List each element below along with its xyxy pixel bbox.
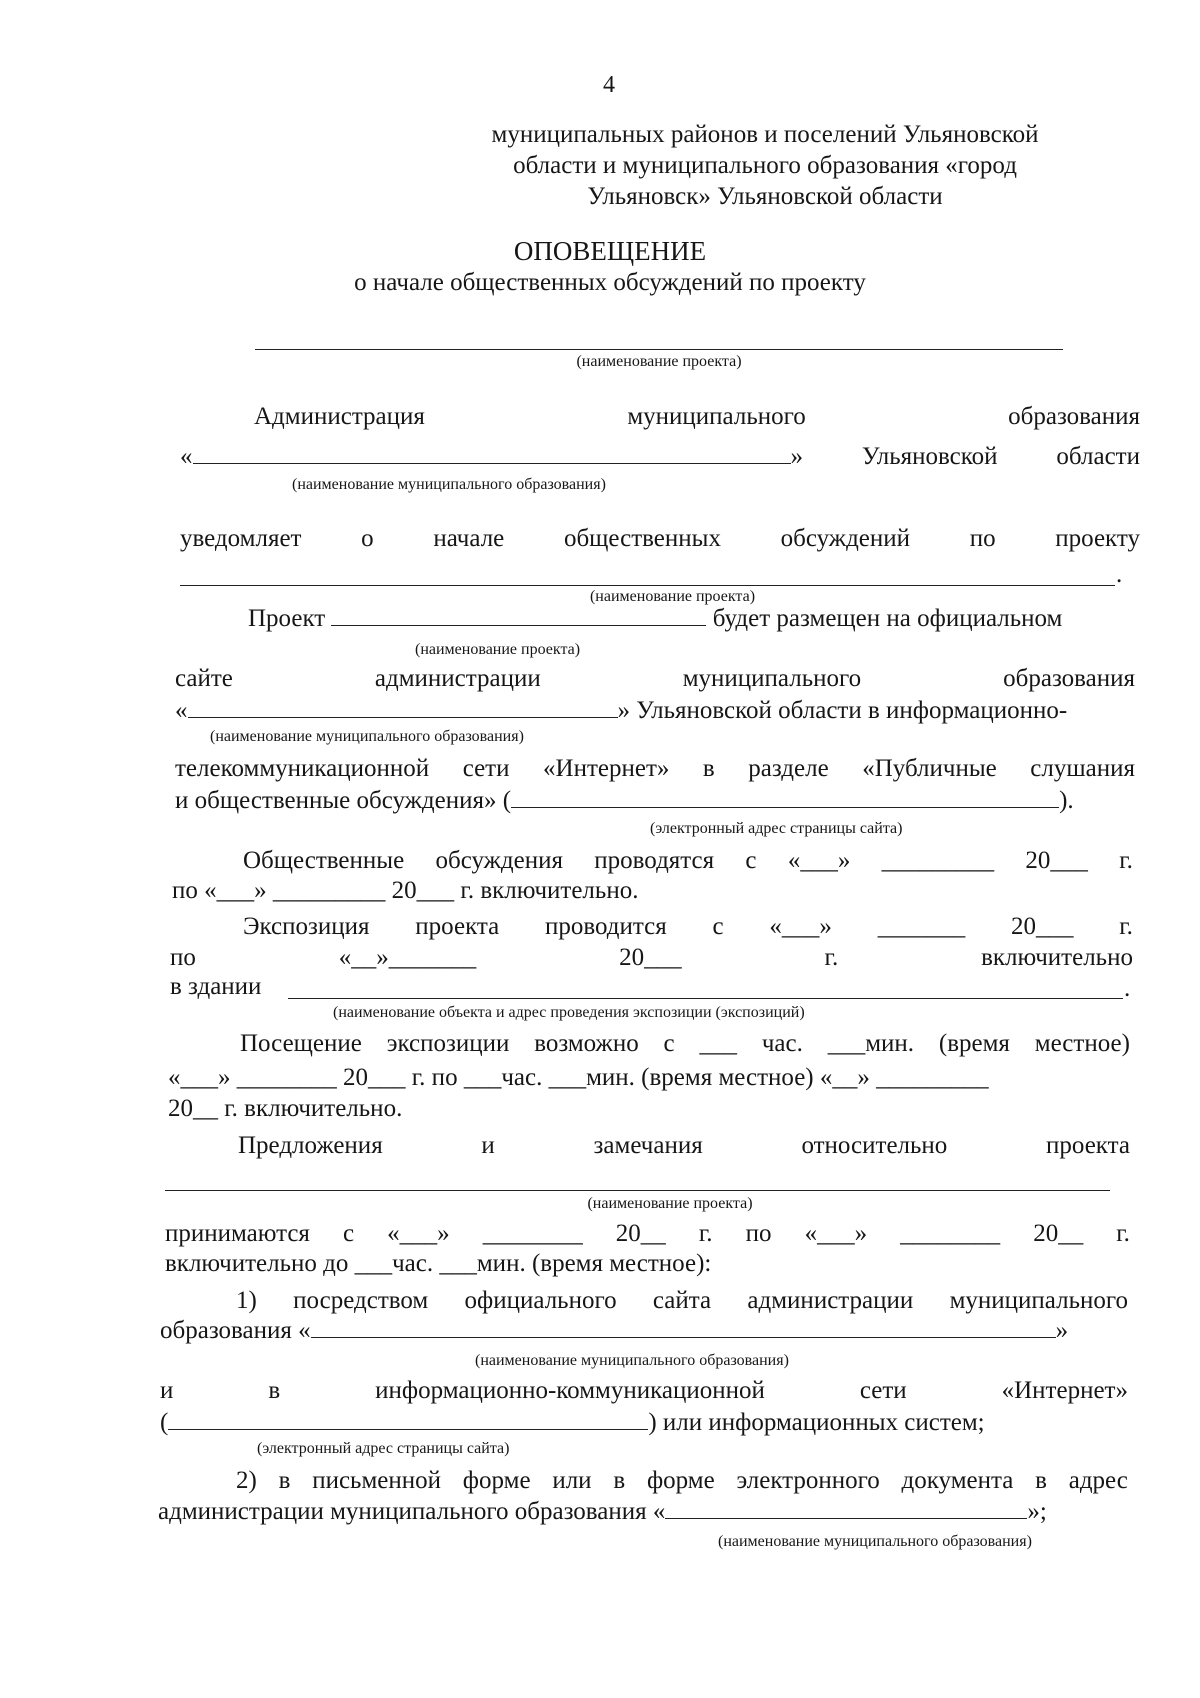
word: возможно xyxy=(534,1030,639,1057)
word: обсуждений xyxy=(780,525,911,552)
word: с xyxy=(745,847,757,874)
word: г. xyxy=(824,944,839,971)
close-quote: » xyxy=(790,443,803,470)
text: и общественные обсуждения» ( xyxy=(175,787,512,814)
text: будет размещен на официальном xyxy=(712,605,1063,632)
exposition-object-line xyxy=(288,998,1123,999)
word: или xyxy=(552,1467,592,1494)
word: уведомляет xyxy=(180,525,302,552)
word: форме xyxy=(646,1467,715,1494)
word: г. xyxy=(1119,913,1133,940)
municipality-name-blank xyxy=(193,443,791,464)
word: с xyxy=(663,1030,675,1057)
word: с xyxy=(712,913,724,940)
p5-line-3: 20__ г. включительно. xyxy=(168,1095,403,1122)
item1-line-2 xyxy=(160,1316,1068,1346)
word: по xyxy=(969,525,996,552)
item1-line-1 xyxy=(236,1286,1128,1316)
word: «Публичные xyxy=(862,755,997,782)
word: проводится xyxy=(545,913,667,940)
word: «Интернет» xyxy=(543,755,670,782)
word: Проект xyxy=(248,605,326,632)
text: администрации муниципального образования « xyxy=(158,1498,666,1525)
word: проекту xyxy=(1055,525,1140,552)
p1-line-3 xyxy=(180,524,1140,554)
p6-line-3: включительно до ___час. ___мин. (время местное): xyxy=(165,1250,712,1277)
word: Экспозиция xyxy=(243,913,370,940)
municipality-name-blank-3 xyxy=(311,1317,1056,1338)
word: посредством xyxy=(293,1287,429,1314)
word: официального xyxy=(464,1287,617,1314)
p4-line-1 xyxy=(243,912,1133,942)
word: 20__ xyxy=(1033,1220,1084,1247)
hint-municipality-name-2: (наименование муниципального образования) xyxy=(210,728,524,745)
word: форме xyxy=(462,1467,531,1494)
word: 2) xyxy=(236,1467,257,1494)
word: обсуждения xyxy=(435,847,563,874)
word: проекта xyxy=(415,913,500,940)
word: в xyxy=(702,755,715,782)
p2-line-2 xyxy=(175,664,1135,694)
word: ________ xyxy=(482,1220,583,1247)
p4-line-3: в здании xyxy=(170,973,262,1000)
word: 20__ xyxy=(615,1220,666,1247)
text: ). xyxy=(1059,787,1074,814)
word: местное) xyxy=(1034,1030,1130,1057)
open-quote: « xyxy=(180,443,193,470)
project-name-blank xyxy=(331,605,706,626)
hint-project-name-4: (наименование проекта) xyxy=(587,1195,753,1212)
word: 20___ xyxy=(1010,913,1074,940)
word: электронного xyxy=(736,1467,880,1494)
open-quote: « xyxy=(175,697,188,724)
word: муниципального xyxy=(682,665,862,692)
document-subtitle: о начале общественных обсуждений по проекту xyxy=(354,269,866,296)
text: образования « xyxy=(160,1317,311,1344)
hint-project-name-3: (наименование проекта) xyxy=(415,641,581,658)
word: информационно-коммуникационной xyxy=(375,1377,765,1404)
text: ( xyxy=(160,1409,169,1436)
word: принимаются xyxy=(165,1220,310,1247)
p6-line-1 xyxy=(238,1131,1130,1161)
word: администрации xyxy=(747,1287,914,1314)
p1-line-2 xyxy=(180,442,1140,472)
word: сети xyxy=(462,755,510,782)
word: Администрация xyxy=(254,403,425,430)
word: ___ xyxy=(699,1030,737,1057)
word: телекоммуникационной xyxy=(175,755,430,782)
header-line-3: Ульяновск» Ульяновской области xyxy=(587,183,943,210)
word: и xyxy=(481,1132,495,1159)
word: слушания xyxy=(1030,755,1135,782)
header-line-2: области и муниципального образования «город xyxy=(513,152,1017,179)
word: г. xyxy=(1116,1220,1130,1247)
text: »; xyxy=(1027,1498,1047,1525)
word: г. xyxy=(698,1220,713,1247)
word: и xyxy=(160,1377,174,1404)
p2-line-3 xyxy=(175,696,1067,726)
word: сайте xyxy=(175,665,233,692)
p5-line-1 xyxy=(240,1029,1130,1059)
word: 20___ xyxy=(619,944,682,971)
word: относительно xyxy=(801,1132,948,1159)
text: ) или информационных систем; xyxy=(648,1409,985,1436)
hint-municipality-name-3: (наименование муниципального образования) xyxy=(475,1352,789,1369)
page-number: 4 xyxy=(603,72,615,98)
word: области xyxy=(1056,443,1140,470)
p3-line-2: по «___» _________ 20___ г. включительно. xyxy=(172,877,639,904)
word: (время xyxy=(938,1030,1010,1057)
word: ________ xyxy=(900,1220,1001,1247)
hint-project-name: (наименование проекта) xyxy=(576,353,742,370)
p2-line-1 xyxy=(248,604,1062,634)
item1-line-3 xyxy=(160,1376,1128,1406)
site-address-blank-2 xyxy=(168,1409,648,1430)
word: «___» xyxy=(804,1220,868,1247)
word: муниципального xyxy=(949,1287,1128,1314)
text: » Ульяновской области в информационно- xyxy=(617,697,1068,724)
word: муниципального xyxy=(627,403,806,430)
word: «___» xyxy=(387,1220,450,1247)
word: в xyxy=(278,1467,291,1494)
header-line-1: муниципальных районов и поселений Ульяновской xyxy=(491,121,1039,148)
word: в xyxy=(613,1467,626,1494)
project-name-line-3 xyxy=(165,1190,1110,1191)
hint-exposition-object: (наименование объекта и адрес проведения экспозиции (экспозиций) xyxy=(333,1004,805,1021)
word: Предложения xyxy=(238,1132,383,1159)
word: с xyxy=(343,1220,355,1247)
word: администрации xyxy=(374,665,541,692)
word: «__»_______ xyxy=(338,944,477,971)
item2-line-2 xyxy=(158,1497,1047,1527)
word: «___» xyxy=(769,913,832,940)
word: _______ xyxy=(877,913,966,940)
hint-project-name-2: (наименование проекта) xyxy=(589,588,756,605)
word: сети xyxy=(859,1377,907,1404)
p1-line-1 xyxy=(180,402,1140,432)
word: разделе xyxy=(748,755,829,782)
word: по xyxy=(745,1220,772,1247)
word: общественных xyxy=(563,525,721,552)
word: проводятся xyxy=(594,847,715,874)
word: образования xyxy=(1008,403,1140,430)
word: адрес xyxy=(1068,1467,1128,1494)
word: час. xyxy=(761,1030,803,1057)
hint-municipality-name: (наименование муниципального образования) xyxy=(292,476,606,493)
word: 20___ xyxy=(1025,847,1088,874)
word: в xyxy=(1035,1467,1047,1494)
word: проекта xyxy=(1046,1132,1130,1159)
close-quote: » xyxy=(1055,1317,1069,1344)
project-name-line xyxy=(255,349,1063,350)
word: в xyxy=(268,1377,281,1404)
p5-line-2: «___» ________ 20___ г. по ___час. ___мин. (время местное) «__» _________ xyxy=(168,1064,989,1091)
word: «___» xyxy=(787,847,851,874)
word: образования xyxy=(1003,665,1135,692)
word: г. xyxy=(1119,847,1133,874)
item2-line-1 xyxy=(236,1466,1128,1496)
p6-line-2 xyxy=(165,1219,1130,1249)
site-address-blank xyxy=(511,787,1059,808)
word: начале xyxy=(433,525,505,552)
word: замечания xyxy=(593,1132,703,1159)
p2-line-5 xyxy=(175,786,1074,816)
word: документа xyxy=(901,1467,1014,1494)
document-title: ОПОВЕЩЕНИЕ xyxy=(513,236,707,266)
word: о xyxy=(361,525,374,552)
word: ___мин. xyxy=(827,1030,915,1057)
word: _________ xyxy=(881,847,995,874)
project-name-line-2 xyxy=(180,585,1115,586)
word: сайта xyxy=(652,1287,712,1314)
municipality-name-blank-4 xyxy=(665,1498,1027,1519)
hint-site-address: (электронный адрес страницы сайта) xyxy=(650,820,903,837)
word: включительно xyxy=(981,944,1133,971)
word: Ульяновской xyxy=(861,443,998,470)
p4-line-2 xyxy=(170,943,1133,973)
dot: . xyxy=(1116,561,1123,588)
word: Посещение xyxy=(240,1030,362,1057)
p2-line-4 xyxy=(175,754,1135,784)
word: Общественные xyxy=(243,847,405,874)
hint-municipality-name-4: (наименование муниципального образования) xyxy=(718,1533,1032,1550)
hint-site-address-2: (электронный адрес страницы сайта) xyxy=(257,1440,510,1457)
word: «Интернет» xyxy=(1001,1377,1128,1404)
word: 1) xyxy=(236,1287,257,1314)
p3-line-1 xyxy=(243,846,1133,876)
word: экспозиции xyxy=(386,1030,510,1057)
dot: . xyxy=(1124,975,1131,1002)
word: письменной xyxy=(312,1467,442,1494)
municipality-name-blank-2 xyxy=(188,697,618,718)
item1-line-4 xyxy=(160,1408,985,1438)
word: по xyxy=(170,944,196,971)
